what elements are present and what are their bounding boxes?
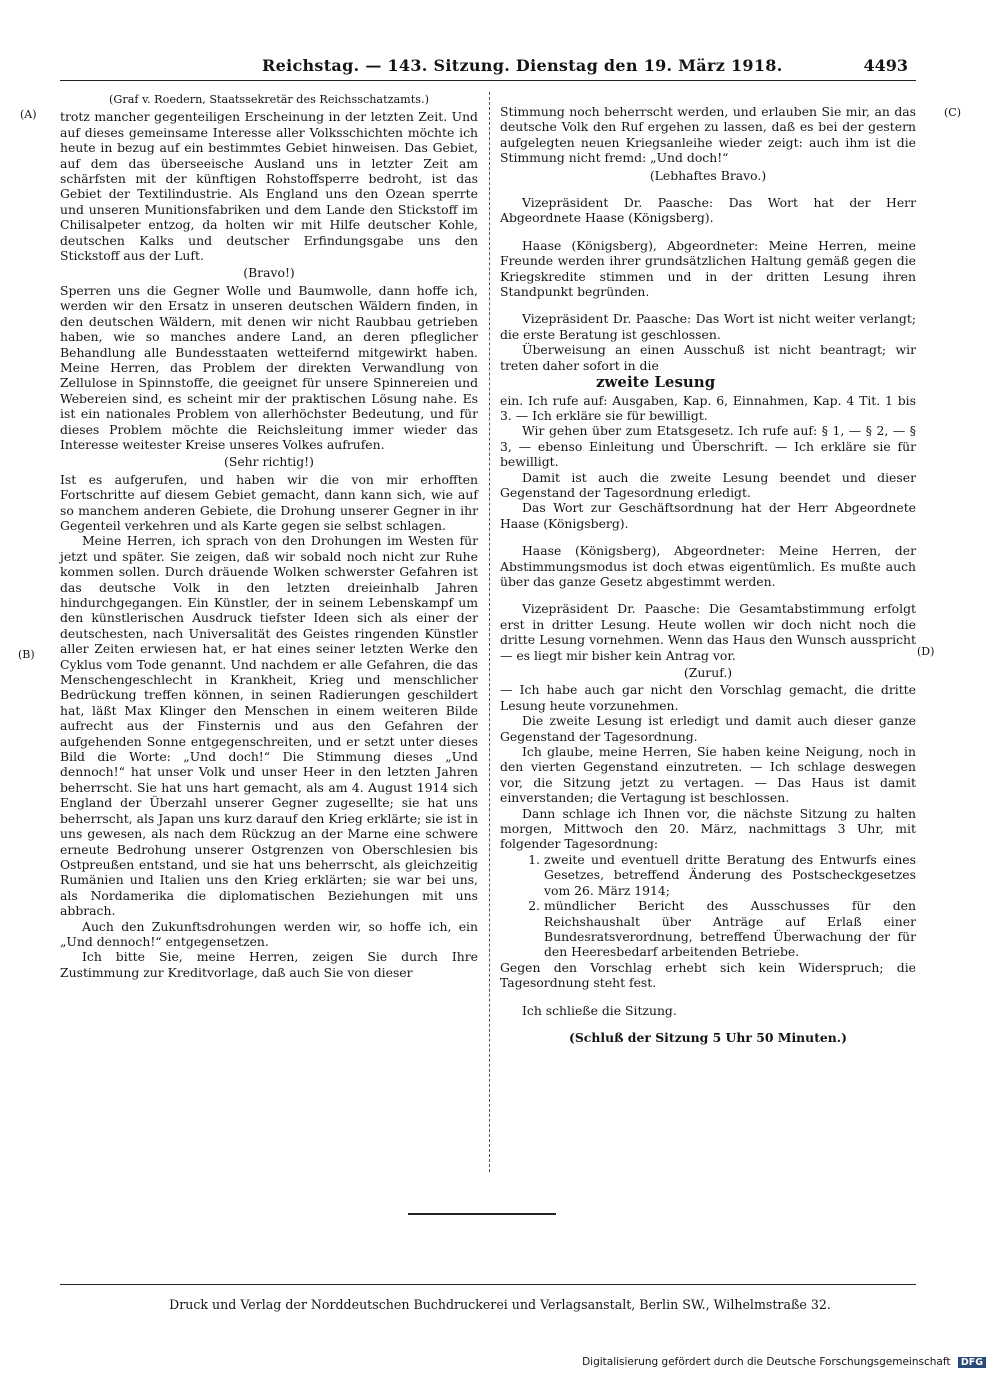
paragraph: Auch den Zukunftsdrohungen werden wir, so hoffe ich, ein „Und dennoch!“ entgegensetzen. [60,918,478,949]
agenda-item: 2. mündlicher Bericht des Ausschusses für den Reichshaushalt über Anträge auf Erlaß einer Bundesratsverordnung, betreffend Überwachung der für den Heeresbedarf arbeitenden Betriebe. [544,898,916,960]
paragraph: Ist es aufgerufen, und haben wir die von mir erhofften Fortschritte auf diesem Gebiet gemacht, dann kann sich, wie auf so manchem anderen Gebiete, die Drohung unserer Gegner in ihr Gegenteil verkehren und als Karte gegen sie selbst schlagen. [60,471,478,533]
agenda-list [500,852,916,960]
paragraph: Wir gehen über zum Etatsgesetz. Ich rufe auf: § 1, — § 2, — § 3, — ebenso Einleitung und Überschrift. — Ich erkläre sie für bewilligt. [500,423,916,470]
interjection: (Bravo!) [243,265,295,281]
paragraph: Meine Herren, ich sprach von den Drohungen im Westen für jetzt und später. Sie zeigen, daß wir sobald noch nicht zur Ruhe kommen sollen. Durch dräuende Wolken schwerster Gefahren ist das deutsche Volk in den letzten dreieinhalb Jahren hindurchgegangen. Ein Künstler, der in seinem Lebenskampf um den künstlerischen Ausdruck tiefster Ideen sich als einer der deutschesten, nach Universalität des Geistes ringenden Künstler aller Zeiten erwiesen hat, er hat eines seiner letzten Werke den Cyklus vom Tode genannt. Und nachdem er alle Gefahren, die das Menschengeschlecht in Krankheit, Krieg und menschlicher Bedrückung treffen können, in seinen Radierungen geschildert hat, läßt Max Klinger den Menschen in einem weiteren Bilde aufrecht aus der Finsternis und aus den Gefahren der aufgehenden Sonne entgegenschreiten, und er setzt unter dieses Bild die Worte: „Und doch!“ Die Stimmung dieses „Und dennoch!“ hat unser Volk und unser Heer in den letzten Jahren beherrscht. Sie hat uns hart gemacht, als am 4. August 1914 sich England der Überzahl unserer Gegner zugesellte; sie hat uns beherrscht, als Japan uns kurz darauf den Krieg erklärte; sie ist in uns gewesen, als nach dem Rückzug an der Marne eine schwere erneute Bedrohung unserer Ostgrenzen von Oberschlesien bis Ostpreußen entstand, und sie hat uns beherrscht, als gleichzeitig Rumänien und Italien uns den Krieg erklärten; sie war bei uns, als Nordamerika die diplomatischen Beziehungen mit uns abbrach. [60,533,478,919]
header-rule [60,80,916,81]
paragraph: Vizepräsident Dr. Paasche: Das Wort hat der Herr Abgeordnete Haase (Königsberg). [500,195,916,226]
page-number: 4493 [863,56,908,75]
interjection: (Lebhaftes Bravo.) [649,167,767,183]
dfg-note-text: Digitalisierung gefördert durch die Deutsche Forschungsgemeinschaft [582,1356,951,1368]
end-rule [408,1213,556,1215]
paragraph: Haase (Königsberg), Abgeordneter: Meine Herren, der Abstimmungsmodus ist doch etwas eigentümlich. Es mußte auch über das ganze Gesetz abgestimmt werden. [500,543,916,589]
header-title: Reichstag. — 143. Sitzung. Dienstag den 19. März 1918. [262,56,783,75]
section-heading: zweite Lesung [596,373,716,392]
paragraph: Stimmung noch beherrscht werden, und erlauben Sie mir, an das deutsche Volk den Ruf ergehen zu lassen, daß es bei der gestern aufgelegten neuen Kriegsanleihe wieder zeigt: auch ihm ist die Stimmung nicht fremd: „Und doch!“ [500,104,916,166]
paragraph: Ich bitte Sie, meine Herren, zeigen Sie durch Ihre Zustimmung zur Kreditvorlage, daß auch Sie von dieser [60,949,478,980]
paragraph: Vizepräsident Dr. Paasche: Die Gesamtabstimmung erfolgt erst in dritter Lesung. Heute wollen wir doch nicht noch die dritte Lesung vornehmen. Wenn das Haus den Wunsch ausspricht — es liegt mir bisher kein Antrag vor. [500,601,916,663]
margin-marker-a: (A) [20,108,37,121]
column-divider [489,92,490,1172]
paragraph: Das Wort zur Geschäftsordnung hat der Herr Abgeordnete Haase (Königsberg). [500,500,916,531]
paragraph: Dann schlage ich Ihnen vor, die nächste Sitzung zu halten morgen, Mittwoch den 20. März, nachmittags 3 Uhr, mit folgender Tagesordnung: [500,805,916,852]
speaker-attribution: (Graf v. Roedern, Staatssekretär des Reichsschatzamts.) [109,93,429,106]
margin-marker-b: (B) [18,648,35,661]
paragraph: Haase (Königsberg), Abgeordneter: Meine Herren, meine Freunde werden ihrer grundsätzlichen Haltung gemäß gegen die Kriegskredite stimmen und in der dritten Lesung ihren Standpunkt begründen. [500,237,916,300]
paragraph: Ich schließe die Sitzung. [522,1002,677,1018]
dfg-note [582,1356,986,1368]
agenda-item: 1. zweite und eventuell dritte Beratung des Entwurfs eines Gesetzes, betreffend Änderung des Postscheckgesetzes vom 26. März 1914; [544,852,916,898]
interjection: (Zuruf.) [683,665,733,680]
paragraph: Gegen den Vorschlag erhebt sich kein Widerspruch; die Tagesordnung steht fest. [500,959,916,991]
margin-marker-d: (D) [917,645,935,658]
paragraph: Damit ist auch die zweite Lesung beendet und dieser Gegenstand der Tagesordnung erledigt. [500,469,916,500]
paragraph: trotz mancher gegenteiligen Erscheinung in der letzten Zeit. Und auf dieses gemeinsame Interesse aller Volksschichten möchte ich heute in bezug auf ein bestimmtes Gebiet hinweisen. Das Gebiet, auf dem das überseeische Ausland uns in letzter Zeit am schärfsten mit der künftigen Rohstoffsperre bedroht, ist das Gebiet der Textilindustrie. Als England uns den Ozean sperrte und unseren Munitionsfabriken und dem Lande den Stickstoff im Chilisalpeter entzog, da holten wir mit Hilfe deutscher Kohle, deutschen Kalks und deutscher Erfindungsgabe uns den Stickstoff aus der Luft. [60,109,478,264]
session-close: (Schluß der Sitzung 5 Uhr 50 Minuten.) [569,1029,847,1045]
running-header [0,56,1000,80]
margin-marker-c: (C) [944,106,961,119]
paragraph: Überweisung an einen Ausschuß ist nicht beantragt; wir treten daher sofort in die [500,342,916,373]
interjection: (Sehr richtig!) [224,454,314,470]
left-column [60,90,478,980]
paragraph: Die zweite Lesung ist erledigt und damit auch dieser ganze Gegenstand der Tagesordnung. [500,713,916,744]
paragraph: ein. Ich rufe auf: Ausgaben, Kap. 6, Einnahmen, Kap. 4 Tit. 1 bis 3. — Ich erkläre sie für bewilligt. [500,392,916,423]
paragraph: Vizepräsident Dr. Paasche: Das Wort ist nicht weiter verlangt; die erste Beratung ist geschlossen. [500,311,916,342]
footer-rule [60,1284,916,1285]
dfg-logo-icon: DFG [958,1357,986,1368]
paragraph: — Ich habe auch gar nicht den Vorschlag gemacht, die dritte Lesung heute vorzunehmen. [500,682,916,713]
printer-imprint: Druck und Verlag der Norddeutschen Buchdruckerei und Verlagsanstalt, Berlin SW., Wilhelmstraße 32. [169,1297,831,1312]
right-column [500,104,916,1045]
paragraph: Ich glaube, meine Herren, Sie haben keine Neigung, noch in den vierten Gegenstand einzutreten. — Ich schlage deswegen vor, die Sitzung jetzt zu vertagen. — Das Haus ist damit einverstanden; die Vertagung ist beschlossen. [500,744,916,806]
paragraph: Sperren uns die Gegner Wolle und Baumwolle, dann hoffe ich, werden wir den Ersatz in unseren deutschen Wäldern finden, in den deutschen Wäldern, mit denen wir nicht Raubbau getrieben haben, wie so manches andere Land, an deren pfleglicher Behandlung alle Bundesstaaten wetteifernd mitgewirkt haben. Meine Herren, das Problem der direkten Verwandlung von Zellulose in Spinnstoffe, die geeignet für unsere Spinnereien und Webereien sind, es scheint mir der praktischen Lösung nahe. Es ist ein nationales Problem von allerhöchster Bedeutung, und für dieses Problem möchte die Reichsleitung immer wieder das Interesse weitester Kreise unseres Volkes aufrufen. [60,282,478,452]
